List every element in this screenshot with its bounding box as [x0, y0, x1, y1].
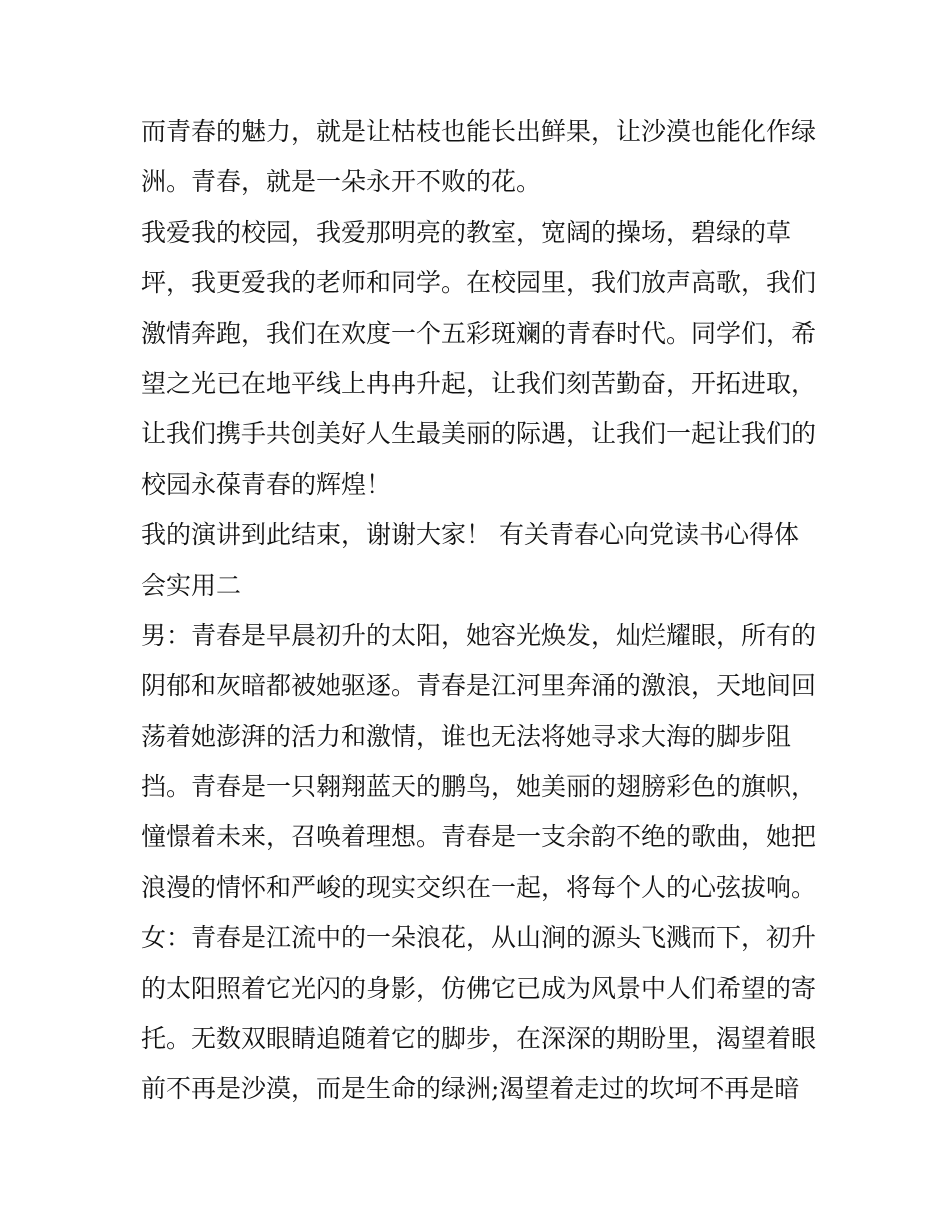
text-line-14: 挡。青春是一只翱翔蓝天的鹏鸟，她美丽的翅膀彩色的旗帜，	[141, 772, 817, 802]
text-line-8: 校园永葆青春的辉煌！	[141, 469, 392, 499]
text-line-18: 的太阳照着它光闪的身影，仿佛它已成为风景中人们希望的寄	[141, 973, 817, 1003]
text-line-16: 浪漫的情怀和严峻的现实交织在一起，将每个人的心弦拔响。	[141, 872, 817, 902]
text-line-3: 我爱我的校园，我爱那明亮的教室，宽阔的操场，碧绿的草	[141, 217, 792, 247]
text-line-10: 会实用二	[141, 570, 242, 600]
text-line-19: 托。无数双眼睛追随着它的脚步，在深深的期盼里，渴望着眼	[141, 1024, 817, 1054]
body-text	[141, 107, 821, 1115]
text-line-5: 激情奔跑，我们在欢度一个五彩斑斓的青春时代。同学们，希	[141, 318, 817, 348]
text-line-7: 让我们携手共创美好人生最美丽的际遇，让我们一起让我们的	[141, 419, 817, 449]
text-line-12: 阴郁和灰暗都被她驱逐。青春是江河里奔涌的激浪，天地间回	[141, 671, 817, 701]
text-line-11: 男：青春是早晨初升的太阳，她容光焕发，灿烂耀眼，所有的	[141, 620, 817, 650]
text-line-1: 而青春的魅力，就是让枯枝也能长出鲜果，让沙漠也能化作绿	[141, 117, 817, 146]
text-line-9: 我的演讲到此结束，谢谢大家！ 有关青春心向党读书心得体	[141, 520, 799, 550]
text-line-20: 前不再是沙漠，而是生命的绿洲;渴望着走过的坎坷不再是暗	[141, 1074, 800, 1104]
text-line-6: 望之光已在地平线上冉冉升起，让我们刻苦勤奋，开拓进取，	[141, 368, 817, 398]
text-line-2: 洲。青春，就是一朵永开不败的花。	[141, 167, 542, 197]
text-line-13: 荡着她澎湃的活力和激情，谁也无法将她寻求大海的脚步阻	[141, 721, 792, 751]
text-line-15: 憧憬着未来，召唤着理想。青春是一支余韵不绝的歌曲，她把	[141, 822, 817, 852]
text-line-17: 女：青春是江流中的一朵浪花，从山涧的源头飞溅而下，初升	[141, 923, 817, 953]
text-line-4: 坪，我更爱我的老师和同学。在校园里，我们放声高歌，我们	[141, 268, 817, 298]
